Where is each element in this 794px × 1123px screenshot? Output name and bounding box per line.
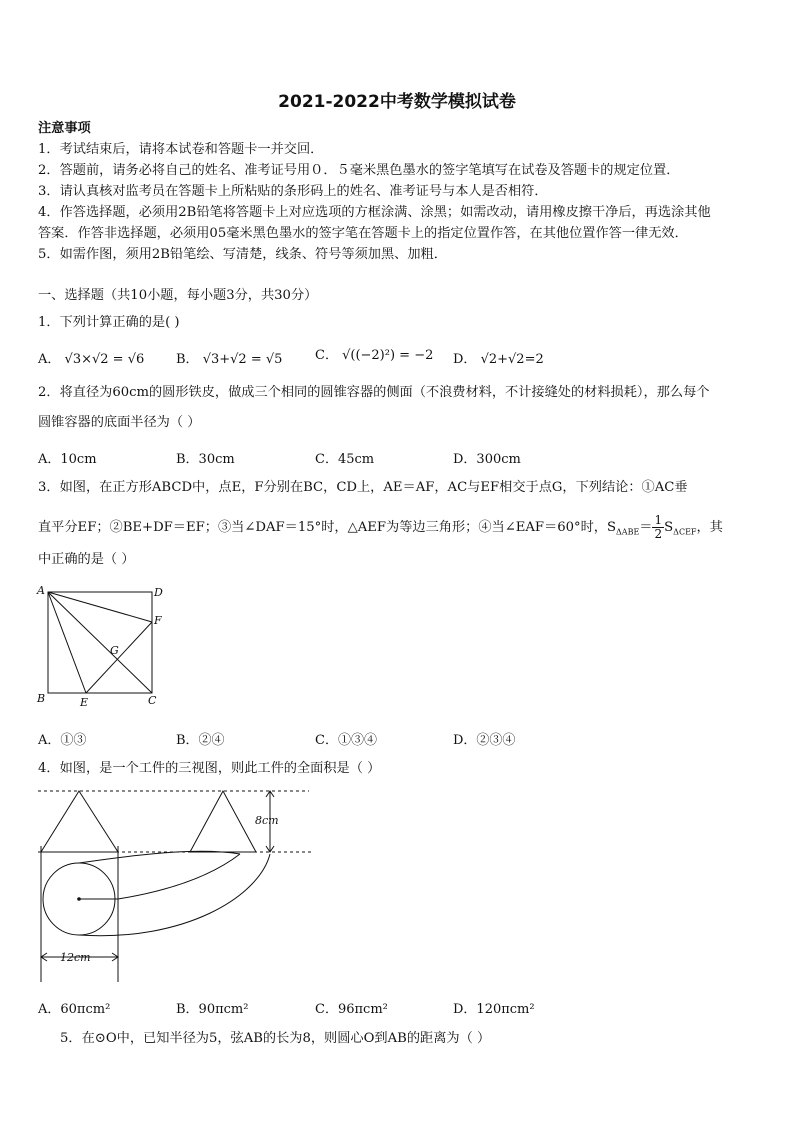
notice-item: 4．作答选择题，必须用2B铅笔将答题卡上对应选项的方框涂满、涂黑；如需改动，请用橡皮擦干净后，再选涂其他	[38, 205, 711, 220]
band-outer-top	[79, 851, 240, 863]
q2-option-a[interactable]: A．10cm	[38, 452, 97, 467]
notice-item: 3．请认真核对监考员在答题卡上所粘贴的条形码上的姓名、准考证号与本人是否相符．	[38, 184, 548, 199]
option-letter: C．	[315, 348, 338, 363]
option-formula: √3+√2 = √5	[202, 352, 283, 367]
fraction	[652, 514, 664, 541]
stem-text: ，其	[696, 520, 723, 535]
label-c: C	[148, 694, 157, 707]
option-letter: B．	[176, 352, 199, 367]
stem-text: 直平分EF；②BE+DF＝EF；③当∠DAF＝15°时，△AEF为等边三角形；④当∠EAF＝60°时，S	[38, 520, 617, 535]
option-formula: √((−2)²) = −2	[342, 348, 434, 363]
dimension-12cm: 12cm	[60, 951, 91, 964]
question-3-stem: 3．如图，在正方形ABCD中，点E，F分别在BC，CD上，AE＝AF，AC与EF相交于点G，下列结论：①AC垂	[38, 480, 688, 495]
q2-option-c[interactable]: C．45cm	[315, 452, 375, 467]
stem-text: ＝	[639, 520, 653, 535]
q3-option-c[interactable]: C．①③④	[315, 733, 377, 748]
q4-option-b[interactable]: B．90πcm²	[176, 1002, 249, 1017]
q1-option-d[interactable]	[453, 348, 544, 367]
band-outer-bottom	[79, 854, 270, 936]
q1-option-a[interactable]	[38, 348, 144, 367]
q1-option-b[interactable]	[176, 348, 282, 367]
question-3-stem	[38, 514, 723, 542]
q4-option-a[interactable]: A．60πcm²	[38, 1002, 111, 1017]
label-e: E	[80, 696, 89, 709]
notice-heading: 注意事项	[38, 121, 91, 136]
page-title: 2021-2022中考数学模拟试卷	[278, 92, 516, 112]
segment-ae	[48, 592, 86, 693]
question-2-stem: 圆锥容器的底面半径为（ ）	[38, 415, 201, 430]
label-b: B	[37, 692, 46, 705]
subscript: ΔCEF	[673, 527, 697, 537]
notice-item: 2．答题前，请务必将自己的姓名、准考证号用０．５毫米黑色墨水的签字笔填写在试卷及答题卡的规定位置．	[38, 163, 680, 178]
fraction-denominator: 2	[654, 527, 663, 541]
three-view-figure	[34, 782, 324, 988]
question-4-stem: 4．如图，是一个工件的三视图，则此工件的全面积是（ ）	[38, 761, 381, 776]
question-2-stem: 2．将直径为60cm的圆形铁皮，做成三个相同的圆锥容器的侧面（不浪费材料，不计接缝处的材料损耗），那么每个	[38, 385, 710, 400]
stem-text: S	[664, 520, 674, 535]
label-g: G	[110, 644, 119, 657]
option-letter: D．	[453, 352, 477, 367]
label-a: A	[37, 584, 45, 597]
option-formula: √3×√2 = √6	[64, 352, 145, 367]
label-f: F	[154, 614, 162, 627]
section-heading: 一、选择题（共10小题，每小题3分，共30分）	[38, 288, 318, 303]
q2-option-d[interactable]: D．300cm	[453, 452, 521, 467]
dimension-8cm: 8cm	[255, 814, 279, 827]
square-figure	[34, 582, 169, 710]
q4-option-d[interactable]: D．120πcm²	[453, 1002, 535, 1017]
q4-option-c[interactable]: C．96πcm²	[315, 1002, 388, 1017]
side-view-triangle	[190, 791, 256, 852]
fraction-numerator: 1	[654, 513, 663, 527]
question-5-stem: 5．在⊙O中，已知半径为5，弦AB的长为8，则圆心O到AB的距离为（ ）	[60, 1031, 491, 1046]
notice-item: 5．如需作图，须用2B铅笔绘、写清楚，线条、符号等须加黑、加粗．	[38, 247, 447, 262]
label-d: D	[154, 586, 163, 599]
q3-option-b[interactable]: B．②④	[176, 733, 225, 748]
question-1-stem: 1．下列计算正确的是( )	[38, 315, 180, 330]
q2-option-b[interactable]: B．30cm	[176, 452, 235, 467]
band-inner	[118, 854, 240, 899]
front-view-triangle	[41, 791, 118, 852]
notice-item: 1．考试结束后，请将本试卷和答题卡一并交回．	[38, 142, 324, 157]
q1-option-c[interactable]	[315, 344, 433, 363]
option-letter: A．	[38, 352, 61, 367]
subscript: ΔABE	[616, 527, 640, 537]
notice-item: 答案．作答非选择题，必须用05毫米黑色墨水的签字笔在答题卡上的指定位置作答，在其他位置作答一律无效．	[38, 226, 688, 241]
q3-option-a[interactable]: A．①③	[38, 733, 87, 748]
question-3-stem: 中正确的是（ ）	[38, 552, 135, 567]
center-dot	[77, 897, 81, 901]
segment-ef	[86, 622, 152, 693]
option-formula: √2+√2=2	[480, 352, 544, 367]
q3-option-d[interactable]: D．②③④	[453, 733, 516, 748]
